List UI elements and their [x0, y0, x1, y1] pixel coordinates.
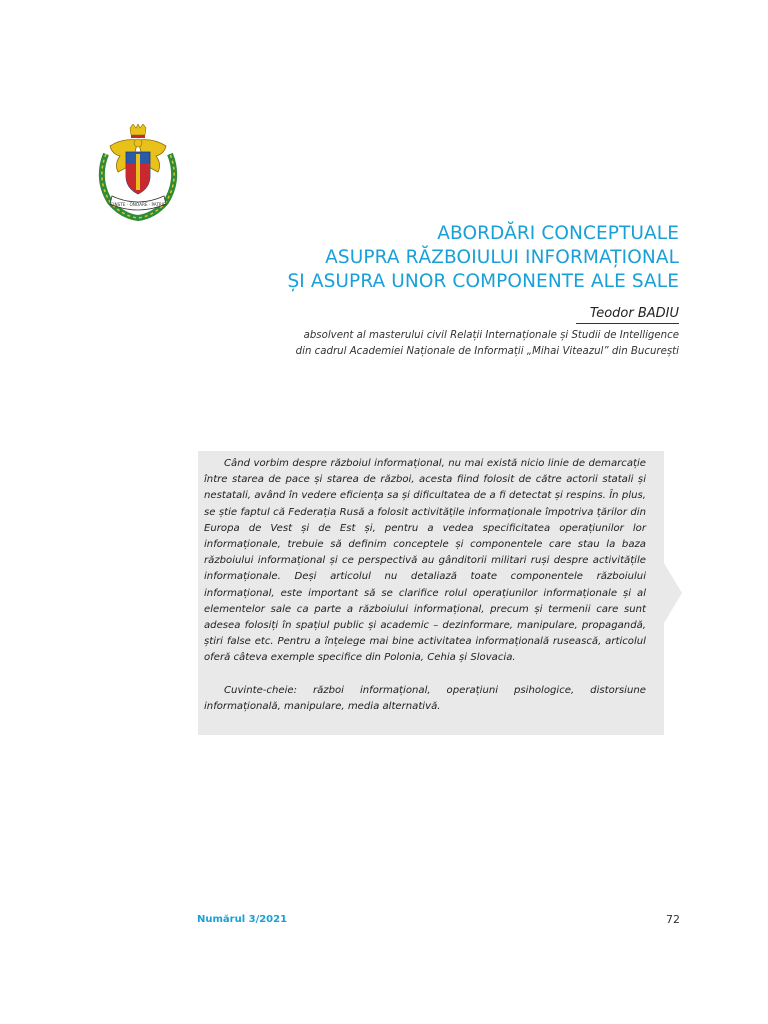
- article-title: [287, 222, 679, 294]
- title-line-2: ASUPRA RĂZBOIULUI INFORMAȚIONAL: [325, 247, 679, 268]
- abstract-text: [204, 456, 646, 715]
- abstract-box: [198, 451, 682, 735]
- svg-text:CINSTE · ONOARE · PATRIE: CINSTE · ONOARE · PATRIE: [110, 202, 166, 207]
- title-line-1: ABORDĂRI CONCEPTUALE: [437, 223, 679, 244]
- coat-of-arms-emblem-icon: [92, 124, 184, 224]
- coat-of-arms-logo: [92, 124, 184, 224]
- author-affiliation: [296, 328, 679, 360]
- author-name: Teodor BADIU: [576, 306, 679, 324]
- keywords-paragraph: Cuvinte-cheie: război informațional, operațiuni psihologice, distorsiune informațională, manipulare, media alternativă.: [204, 684, 646, 712]
- affiliation-line-2: din cadrul Academiei Naționale de Informații „Mihai Viteazul” din București: [295, 346, 679, 357]
- page-number: 72: [666, 913, 680, 926]
- issue-number: Numărul 3/2021: [197, 914, 288, 925]
- affiliation-line-1: absolvent al masterului civil Relații Internaționale și Studii de Intelligence: [303, 330, 679, 341]
- abstract-paragraph: Când vorbim despre războiul informațional, nu mai există nicio linie de demarcație între starea de pace și starea de război, acesta fiind folosit de către actorii statali și nestatali, având în vedere eficiența sa și dificultatea de a fi detectat și respins. În plus, se știe faptul că Federația Rusă a folosit activitățile informaționale împotriva țărilor din Europa de Vest și de Est și, pentru a vedea specificitatea operațiunilor lor informaționale, trebuie să definim conceptele și componentele care stau la baza războiului informațional și ce perspectivă au gânditorii militari ruși despre activitățile informaționale. Deși articolul nu detaliază toate componentele războiului informațional, este important să se clarifice rolul operațiunilor informaționale și al elementelor sale ca parte a războiului informațional, precum și termenii care sunt adesea folosiți în spațiul public și academic – dezinformare, manipulare, propagandă, știri false etc. Pentru a înțelege mai bine activitatea informațională rusească, articolul oferă câteva exemple specifice din Polonia, Cehia și Slovacia.: [204, 458, 646, 664]
- title-line-3: ȘI ASUPRA UNOR COMPONENTE ALE SALE: [287, 271, 679, 292]
